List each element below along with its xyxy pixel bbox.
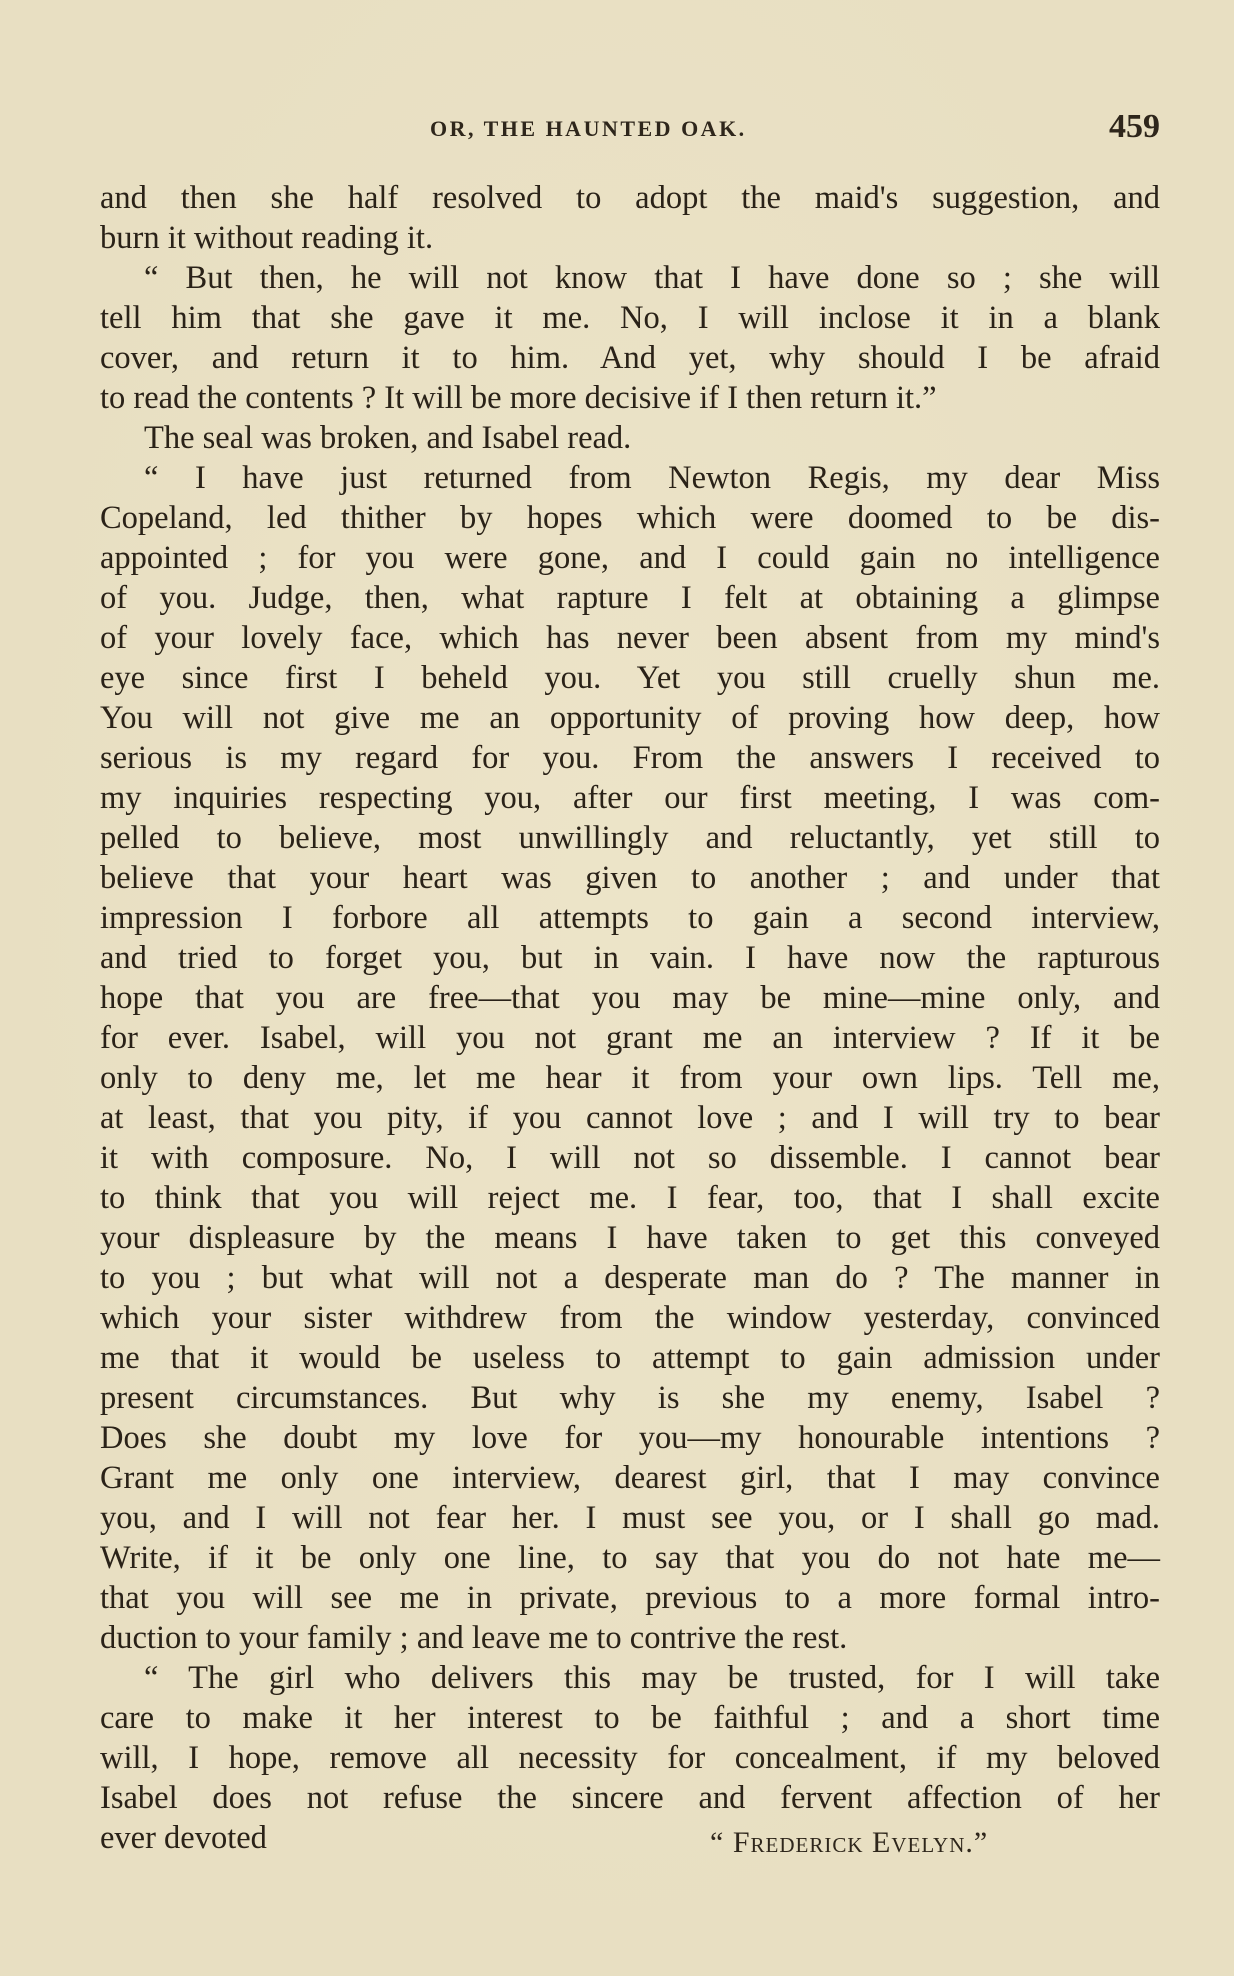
text-line: care to make it her interest to be faithful ; and a short time [100, 1700, 1160, 1736]
text-line: hope that you are free—that you may be mine—mine only, and [100, 980, 1160, 1016]
text-line: serious is my regard for you. From the answers I received to [100, 740, 1160, 776]
text-line: believe that your heart was given to another ; and under that [100, 860, 1160, 896]
text-line: You will not give me an opportunity of proving how deep, how [100, 700, 1160, 736]
text-line: you, and I will not fear her. I must see you, or I shall go mad. [100, 1500, 1160, 1536]
text-line: it with composure. No, I will not so dissemble. I cannot bear [100, 1140, 1160, 1176]
text-line: tell him that she gave it me. No, I will inclose it in a blank [100, 300, 1160, 336]
text-line: for ever. Isabel, will you not grant me an interview ? If it be [100, 1020, 1160, 1056]
text-line: eye since first I beheld you. Yet you still cruelly shun me. [100, 660, 1160, 696]
text-line: Isabel does not refuse the sincere and fervent affection of her [100, 1780, 1160, 1816]
running-head [100, 108, 1160, 148]
text-line: to you ; but what will not a desperate man do ? The manner in [100, 1260, 1160, 1296]
text-line: of you. Judge, then, what rapture I felt at obtaining a glimpse [100, 580, 1160, 616]
text-line: your displeasure by the means I have taken to get this conveyed [100, 1220, 1160, 1256]
text-line: cover, and return it to him. And yet, why should I be afraid [100, 340, 1160, 376]
text-line: of your lovely face, which has never been absent from my mind's [100, 620, 1160, 656]
text-line: ever devoted [100, 1820, 267, 1856]
text-line: “ The girl who delivers this may be trusted, for I will take [144, 1660, 1160, 1696]
signature-close-quote: ” [973, 1826, 989, 1859]
text-line: Does she doubt my love for you—my honourable intentions ? [100, 1420, 1160, 1456]
text-line: and tried to forget you, but in vain. I have now the rapturous [100, 940, 1160, 976]
text-line: pelled to believe, most unwillingly and reluctantly, yet still to [100, 820, 1160, 856]
text-line: burn it without reading it. [100, 220, 434, 256]
text-line: impression I forbore all attempts to gain a second interview, [100, 900, 1160, 936]
text-line: my inquiries respecting you, after our first meeting, I was com- [100, 780, 1160, 816]
text-line: at least, that you pity, if you cannot love ; and I will try to bear [100, 1100, 1160, 1136]
signature-name: Frederick Evelyn. [732, 1826, 974, 1859]
text-line: duction to your family ; and leave me to contrive the rest. [100, 1620, 848, 1656]
text-line: appointed ; for you were gone, and I could gain no intelligence [100, 540, 1160, 576]
text-line: “ But then, he will not know that I have done so ; she will [144, 260, 1160, 296]
text-line: The seal was broken, and Isabel read. [144, 420, 632, 456]
text-line: to think that you will reject me. I fear, too, that I shall excite [100, 1180, 1160, 1216]
letter-signature [710, 1826, 988, 1860]
signature-open-quote: “ [710, 1826, 733, 1859]
text-line: will, I hope, remove all necessity for concealment, if my beloved [100, 1740, 1160, 1776]
text-line: only to deny me, let me hear it from your own lips. Tell me, [100, 1060, 1160, 1096]
text-line: Write, if it be only one line, to say that you do not hate me— [100, 1540, 1160, 1576]
page-number: 459 [1109, 108, 1160, 145]
text-line: and then she half resolved to adopt the maid's suggestion, and [100, 180, 1160, 216]
text-line: that you will see me in private, previous to a more formal intro- [100, 1580, 1160, 1616]
text-line: “ I have just returned from Newton Regis, my dear Miss [144, 460, 1160, 496]
text-line: me that it would be useless to attempt to gain admission under [100, 1340, 1160, 1376]
text-line: to read the contents ? It will be more decisive if I then return it.” [100, 380, 937, 416]
running-title: OR, THE HAUNTED OAK. [430, 116, 747, 141]
text-line: Grant me only one interview, dearest girl, that I may convince [100, 1460, 1160, 1496]
text-line: which your sister withdrew from the window yesterday, convinced [100, 1300, 1160, 1336]
text-line: Copeland, led thither by hopes which were doomed to be dis- [100, 500, 1160, 536]
text-line: present circumstances. But why is she my enemy, Isabel ? [100, 1380, 1160, 1416]
body-text [100, 178, 1160, 1858]
